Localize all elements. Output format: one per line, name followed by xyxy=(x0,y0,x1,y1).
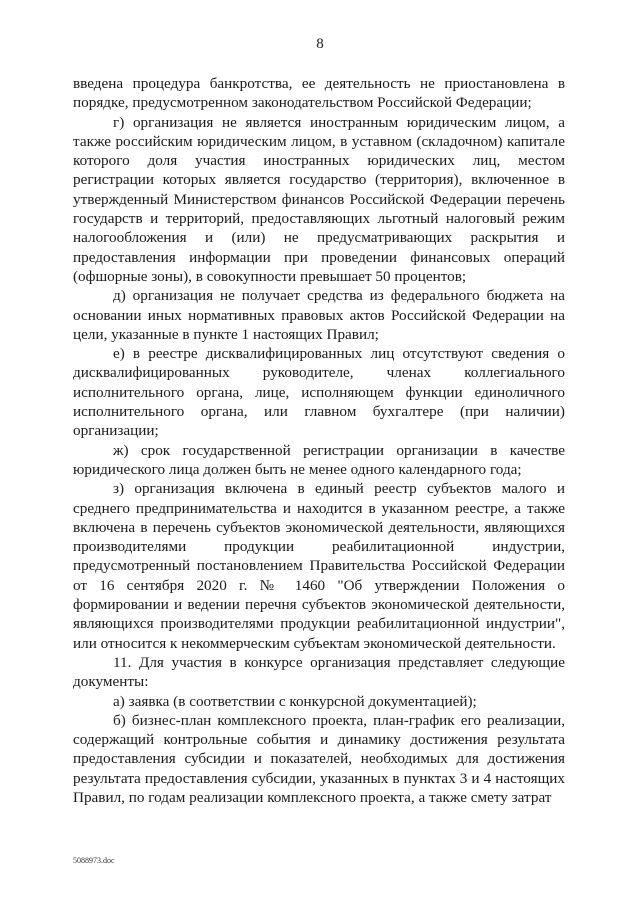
paragraph-item-b: б) бизнес-план комплексного проекта, план-график его реализации, содержащий контрольные события и динамику достижения результата предоставления субсидии и показателей, необходимых для достижения результата предоставления субсидии, указанных в пунктах 3 и 4 настоящих Правил, по годам реализации комплексного проекта, а также смету затрат xyxy=(73,711,565,806)
body-text xyxy=(73,74,565,807)
paragraph-continuation: введена процедура банкротства, ее деятельность не приостановлена в порядке, предусмотренном законодательством Российской Федерации; xyxy=(73,75,565,112)
paragraph-item-g: г) организация не является иностранным юридическим лицом, а также российским юридическим лицом, в уставном (складочном) капитале которого доля участия иностранных юридических лиц, местом регистрации которых является государство (территория), включенное в утвержденный Министерством финансов Российской Федерации перечень государств и территорий, предоставляющих льготный налоговый режим налогообложения и (или) не предусматривающих раскрытия и предоставления информации при проведении финансовых операций (офшорные зоны), в совокупности превышает 50 процентов; xyxy=(73,113,565,285)
paragraph-item-e: е) в реестре дисквалифицированных лиц отсутствуют сведения о дисквалифицированных руководителе, членах коллегиального исполнительного органа, лице, исполняющем функции единоличного исполнительного органа, или главном бухгалтере (при наличии) организации; xyxy=(73,345,565,440)
document-file-code: 5088973.doc xyxy=(73,856,115,865)
paragraph-clause-11: 11. Для участия в конкурсе организация представляет следующие документы: xyxy=(73,653,565,691)
paragraph-item-zh: ж) срок государственной регистрации организации в качестве юридического лица должен быть не менее одного календарного года; xyxy=(73,441,565,478)
page-number: 8 xyxy=(316,36,324,52)
paragraph-item-a: а) заявка (в соответствии с конкурсной документацией); xyxy=(113,692,477,710)
paragraph-item-d: д) организация не получает средства из федерального бюджета на основании иных нормативных правовых актов Российской Федерации на цели, указанные в пункте 1 настоящих Правил; xyxy=(73,287,565,343)
paragraph-item-z: з) организация включена в единый реестр субъектов малого и среднего предпринимательства и находится в указанном реестре, а также включена в перечень субъектов экономической деятельности, являющихся производителями продукции реабилитационной индустрии, предусмотренный постановлением Правительства Российской Федерации от 16 сентября 2020 г. № 1460 "Об утверждении Положения о формировании и ведении перечня субъектов экономической деятельности, являющихся производителями продукции реабилитационной индустрии", или относится к некоммерческим субъектам экономической деятельности. xyxy=(73,480,565,652)
